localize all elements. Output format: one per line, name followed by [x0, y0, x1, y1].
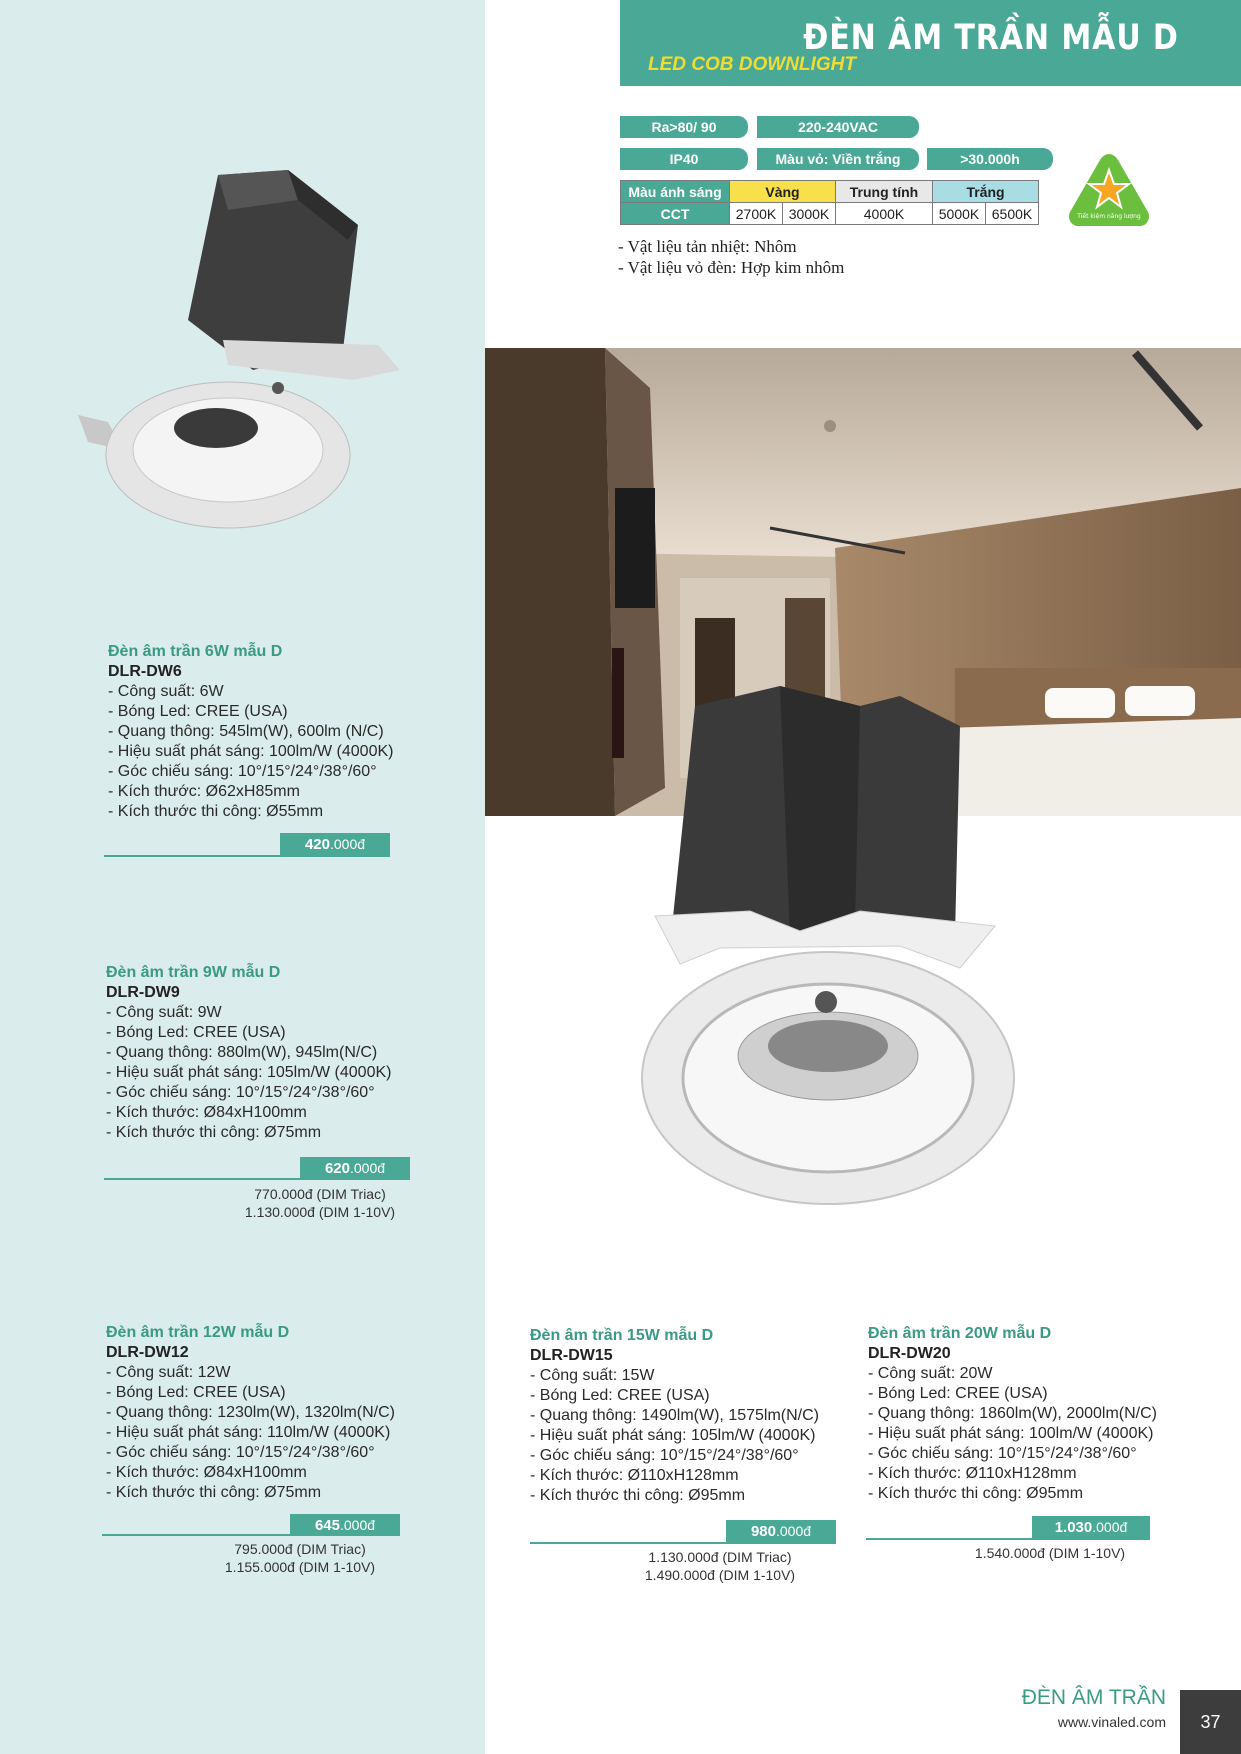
spec-line: - Kích thước thi công: Ø55mm [108, 803, 324, 820]
price-tag-dw12 [290, 1514, 400, 1536]
price-suffix: .000đ [1092, 1519, 1128, 1535]
price-tag-dw6 [280, 833, 390, 855]
spec-line: - Bóng Led: CREE (USA) [106, 1024, 286, 1041]
spec-line: - Góc chiếu sáng: 10°/15°/24°/38°/60° [106, 1084, 375, 1101]
spec-line: - Hiệu suất phát sáng: 105lm/W (4000K) [106, 1064, 392, 1081]
spec-line: - Kích thước: Ø110xH128mm [868, 1465, 1077, 1482]
price-suffix: .000đ [349, 1160, 386, 1176]
spec-line: - Hiệu suất phát sáng: 110lm/W (4000K) [106, 1424, 391, 1441]
cct-group-yellow: Vàng [730, 181, 836, 203]
badge-text: Tiết kiệm năng lượng [1077, 213, 1141, 220]
cct-table [620, 180, 1039, 225]
spec-line: - Bóng Led: CREE (USA) [108, 703, 288, 720]
cct-row1-label: Màu ánh sáng [621, 181, 730, 203]
product-code: DLR-DW9 [106, 984, 180, 1001]
cct-value: 4000K [836, 203, 933, 225]
page-title: ĐÈN ÂM TRẦN MẪU D [803, 18, 1179, 58]
dim-price: 1.490.000đ (DIM 1-10V) [644, 1567, 796, 1583]
dim-price: 795.000đ (DIM Triac) [234, 1541, 366, 1557]
spec-line: - Kích thước: Ø84xH100mm [106, 1104, 307, 1121]
price-main: 1.030 [1054, 1519, 1093, 1536]
product-title: Đèn âm trần 9W mẫu D [106, 964, 281, 981]
spec-line: - Bóng Led: CREE (USA) [530, 1387, 710, 1404]
spec-line: - Kích thước thi công: Ø95mm [868, 1485, 1084, 1502]
price-underline [104, 855, 390, 857]
dim-price: 1.130.000đ (DIM 1-10V) [244, 1204, 396, 1220]
spec-voltage: 220-240VAC [757, 116, 919, 138]
price-main: 420 [304, 836, 330, 853]
spec-ip: IP40 [620, 148, 748, 170]
spec-line: - Kích thước thi công: Ø75mm [106, 1484, 322, 1501]
material-housing: - Vật liệu vỏ đèn: Hợp kim nhôm [618, 258, 845, 277]
product-title: Đèn âm trần 15W mẫu D [530, 1327, 714, 1344]
product-title: Đèn âm trần 6W mẫu D [108, 643, 283, 660]
spec-line: - Quang thông: 1860lm(W), 2000lm(N/C) [868, 1405, 1157, 1422]
price-underline [866, 1538, 1150, 1540]
product-image-small-downlight [78, 170, 418, 530]
spec-line: - Hiệu suất phát sáng: 100lm/W (4000K) [108, 743, 394, 760]
spec-line: - Góc chiếu sáng: 10°/15°/24°/38°/60° [108, 763, 377, 780]
price-tag-dw15 [726, 1520, 836, 1542]
spec-line: - Công suất: 20W [868, 1365, 993, 1382]
dim-prices-dw9 [210, 1185, 430, 1221]
spec-line: - Kích thước thi công: Ø95mm [530, 1487, 746, 1504]
spec-line: - Quang thông: 545lm(W), 600lm (N/C) [108, 723, 384, 740]
dim-price: 1.155.000đ (DIM 1-10V) [224, 1559, 376, 1575]
product-dw9 [106, 963, 391, 1143]
dim-prices-dw15 [610, 1548, 830, 1584]
cct-value: 3000K [783, 203, 836, 225]
price-main: 645 [314, 1517, 340, 1534]
spec-line: - Kích thước: Ø110xH128mm [530, 1467, 739, 1484]
spec-line: - Bóng Led: CREE (USA) [106, 1384, 286, 1401]
product-code: DLR-DW20 [868, 1345, 951, 1362]
spec-line: - Công suất: 12W [106, 1364, 231, 1381]
spec-line: - Quang thông: 880lm(W), 945lm(N/C) [106, 1044, 378, 1061]
price-suffix: .000đ [775, 1523, 812, 1539]
price-tag-dw20 [1032, 1516, 1150, 1538]
spec-ra: Ra>80/ 90 [620, 116, 748, 138]
product-image-large-downlight [600, 686, 1020, 1226]
materials-list [618, 236, 844, 278]
spec-line: - Kích thước: Ø84xH100mm [106, 1464, 307, 1481]
footer-website[interactable]: www.vinaled.com [1057, 1714, 1166, 1730]
dim-price: 1.130.000đ (DIM Triac) [648, 1549, 792, 1565]
spec-line: - Góc chiếu sáng: 10°/15°/24°/38°/60° [106, 1444, 375, 1461]
spec-line: - Hiệu suất phát sáng: 100lm/W (4000K) [868, 1425, 1154, 1442]
cct-row2-label: CCT [621, 203, 730, 225]
dim-price: 1.540.000đ (DIM 1-10V) [974, 1545, 1126, 1561]
cct-value: 2700K [730, 203, 783, 225]
page-number: 37 [1180, 1690, 1241, 1754]
spec-line: - Góc chiếu sáng: 10°/15°/24°/38°/60° [868, 1445, 1137, 1462]
energy-saving-badge-icon [1066, 150, 1152, 230]
page-subtitle: LED COB DOWNLIGHT [648, 54, 856, 75]
dim-price: 770.000đ (DIM Triac) [254, 1186, 386, 1202]
product-code: DLR-DW12 [106, 1344, 189, 1361]
price-main: 620 [324, 1160, 350, 1177]
cct-group-white: Trắng [933, 181, 1039, 203]
spec-line: - Công suất: 15W [530, 1367, 655, 1384]
product-code: DLR-DW6 [108, 663, 182, 680]
footer-category: ĐÈN ÂM TRẦN [1021, 1686, 1166, 1709]
material-heatsink: - Vật liệu tản nhiệt: Nhôm [618, 237, 797, 256]
dim-prices-dw12 [190, 1540, 410, 1576]
price-main: 980 [750, 1523, 776, 1540]
spec-housing-color: Màu vỏ: Viền trắng [757, 148, 919, 170]
spec-line: - Kích thước: Ø62xH85mm [108, 783, 300, 800]
spec-lifetime: >30.000h [927, 148, 1053, 170]
header-bar [620, 0, 1241, 86]
spec-line: - Góc chiếu sáng: 10°/15°/24°/38°/60° [530, 1447, 799, 1464]
product-dw12 [106, 1323, 395, 1503]
product-dw15 [530, 1326, 819, 1506]
spec-line: - Quang thông: 1490lm(W), 1575lm(N/C) [530, 1407, 819, 1424]
spec-line: - Bóng Led: CREE (USA) [868, 1385, 1048, 1402]
spec-line: - Công suất: 9W [106, 1004, 222, 1021]
product-dw6 [108, 642, 393, 822]
product-title: Đèn âm trần 20W mẫu D [868, 1325, 1052, 1342]
spec-line: - Công suất: 6W [108, 683, 224, 700]
spec-line: - Hiệu suất phát sáng: 105lm/W (4000K) [530, 1427, 816, 1444]
price-underline [530, 1542, 836, 1544]
cct-group-neutral: Trung tính [836, 181, 933, 203]
cct-value: 5000K [933, 203, 986, 225]
spec-line: - Quang thông: 1230lm(W), 1320lm(N/C) [106, 1404, 395, 1421]
dim-prices-dw20 [940, 1544, 1160, 1562]
product-title: Đèn âm trần 12W mẫu D [106, 1324, 290, 1341]
cct-value: 6500K [986, 203, 1039, 225]
spec-line: - Kích thước thi công: Ø75mm [106, 1124, 322, 1141]
price-suffix: .000đ [339, 1517, 376, 1533]
price-tag-dw9 [300, 1157, 410, 1179]
product-code: DLR-DW15 [530, 1347, 613, 1364]
price-suffix: .000đ [329, 836, 366, 852]
product-dw20 [868, 1324, 1157, 1504]
